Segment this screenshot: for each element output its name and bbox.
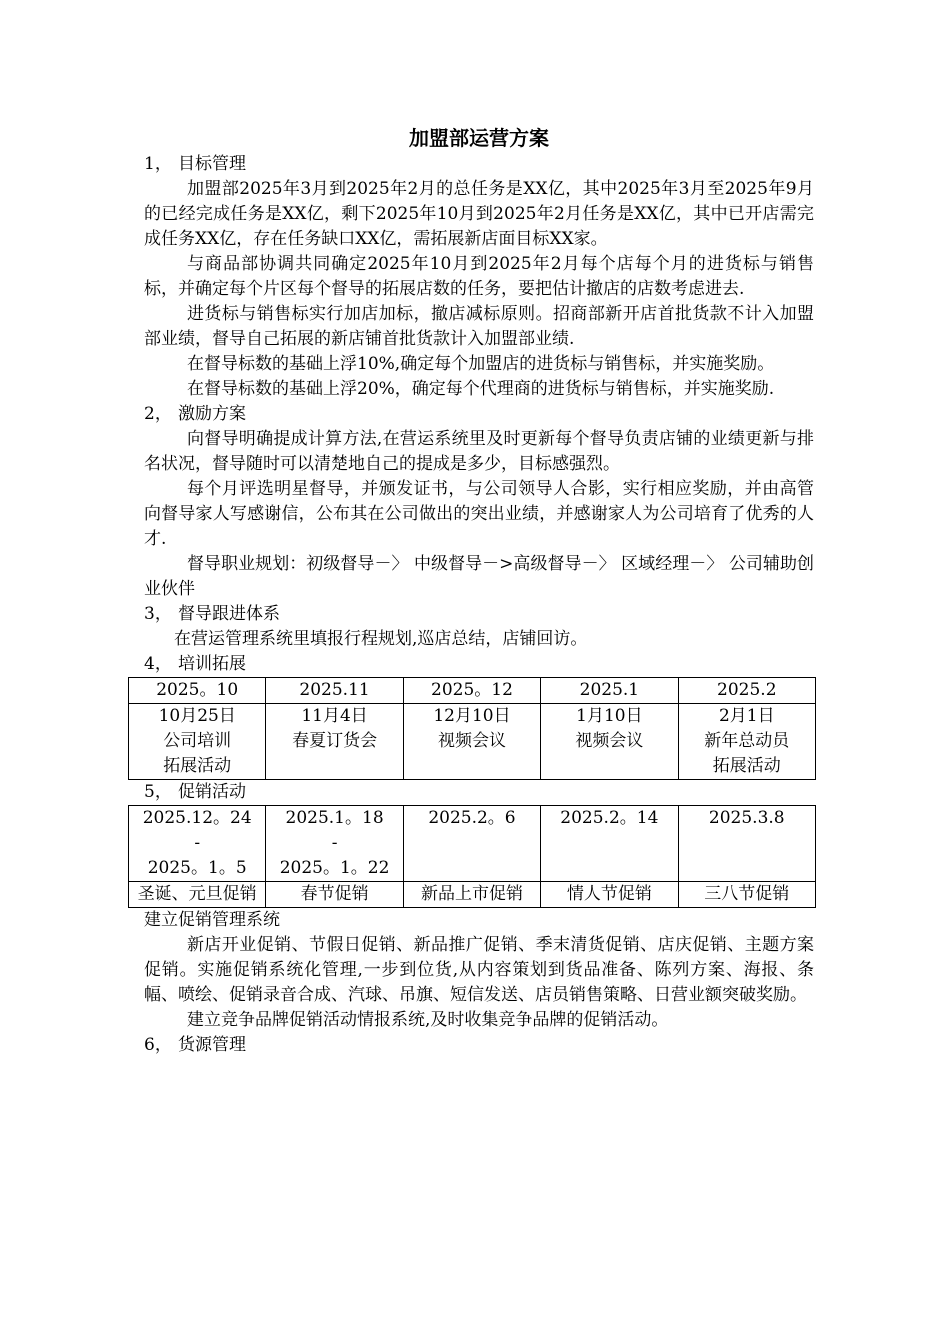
section-number: 5， [144, 782, 172, 802]
table-cell [678, 704, 815, 780]
paragraph: 在督导标数的基础上浮20%，确定每个代理商的进货标与销售标，并实施奖励. [187, 379, 775, 399]
table-cell [678, 806, 815, 882]
section-heading-promotions [144, 780, 814, 805]
cell-line: 2025.2。6 [428, 808, 516, 828]
table-cell [129, 806, 266, 882]
cell-line: 新年总动员 [704, 731, 790, 751]
table-cell [541, 806, 678, 882]
table-cell [403, 704, 540, 780]
section-heading-training [144, 652, 814, 677]
paragraph: 加盟部2025年3月到2025年2月的总任务是XX亿，其中2025年3月至2025年9月的已经完成任务是XX亿，剩下2025年10月到2025年2月任务是XX亿，其中已开店需完成任务XX亿，存在任务缺口XX亿，需拓展新店面目标XX家。 [144, 179, 814, 249]
paragraph: 向督导明确提成计算方法,在营运系统里及时更新每个督导负责店铺的业绩更新与排名状况，督导随时可以清楚地自己的提成是多少，目标感强烈。 [144, 429, 814, 474]
table-row [129, 882, 816, 908]
paragraph: 新店开业促销、节假日促销、新品推广促销、季末清货促销、店庆促销、主题方案促销。实施促销系统化管理,一步到位货,从内容策划到货品准备、陈列方案、海报、条幅、喷绘、促销录音合成、汽球、吊旗、短信发送、店员销售策略、日营业额突破奖励。 [144, 935, 814, 1005]
cell-line: 拓展活动 [163, 756, 232, 776]
table-cell [541, 704, 678, 780]
table-row [129, 704, 816, 780]
paragraph: 督导职业规划：初级督导－〉 中级督导－>高级督导－〉 区域经理－〉 公司辅助创业伙伴 [144, 554, 814, 599]
cell-line: 视频会议 [437, 731, 506, 751]
paragraph: 与商品部协调共同确定2025年10月到2025年2月每个店每个月的进货标与销售标，并确定每个片区每个督导的拓展店数的任务，要把估计撤店的店数考虑进去. [144, 254, 814, 299]
cell-line: 2025.1。18 [285, 808, 384, 828]
cell-line: - [331, 833, 338, 853]
table-cell: 2025.1 [541, 678, 678, 704]
section-number: 6， [144, 1035, 172, 1055]
table-cell [403, 806, 540, 882]
table-cell [266, 704, 403, 780]
cell-line: 2025.12。24 [142, 808, 252, 828]
table-row [129, 806, 816, 882]
table-row [129, 678, 816, 704]
document-title: 加盟部运营方案 [409, 126, 549, 150]
cell-line: 2025。1。22 [279, 858, 390, 878]
table-cell: 三八节促销 [678, 882, 815, 908]
section-heading-supervisor-follow-up [144, 602, 814, 627]
cell-line: 1月10日 [576, 706, 643, 726]
section-heading-supply-management [144, 1033, 814, 1058]
table-cell: 圣诞、元旦促销 [129, 882, 266, 908]
paragraph: 进货标与销售标实行加店加标，撤店减标原则。招商部新开店首批货款不计入加盟部业绩，督导自己拓展的新店铺首批货款计入加盟部业绩. [144, 304, 814, 349]
cell-line: 拓展活动 [712, 756, 781, 776]
section-title: 货源管理 [178, 1035, 246, 1055]
section-title: 目标管理 [178, 154, 246, 174]
paragraph: 建立竞争品牌促销活动情报系统,及时收集竞争品牌的促销活动。 [187, 1010, 669, 1030]
paragraph: 在督导标数的基础上浮10%,确定每个加盟店的进货标与销售标，并实施奖励。 [187, 354, 775, 374]
subsection-heading: 建立促销管理系统 [144, 910, 280, 930]
section-number: 4， [144, 654, 172, 674]
table-cell: 春节促销 [266, 882, 403, 908]
section-number: 2， [144, 404, 172, 424]
table-cell: 新品上市促销 [403, 882, 540, 908]
cell-line: 10月25日 [158, 706, 236, 726]
cell-line: - [194, 833, 201, 853]
section-number: 3， [144, 604, 172, 624]
training-schedule-table [128, 677, 816, 780]
table-cell [129, 704, 266, 780]
table-cell: 2025。10 [129, 678, 266, 704]
table-cell: 情人节促销 [541, 882, 678, 908]
section-title: 促销活动 [178, 782, 246, 802]
cell-line: 2025.3.8 [708, 808, 785, 828]
cell-line: 11月4日 [301, 706, 368, 726]
paragraph: 在营运管理系统里填报行程规划,巡店总结，店铺回访。 [174, 629, 588, 649]
cell-line: 12月10日 [433, 706, 511, 726]
cell-line: 公司培训 [163, 731, 232, 751]
paragraph: 每个月评选明星督导，并颁发证书，与公司领导人合影，实行相应奖励，并由高管向督导家人写感谢信，公布其在公司做出的突出业绩，并感谢家人为公司培育了优秀的人才. [144, 479, 814, 549]
cell-line: 春夏订货会 [292, 731, 378, 751]
section-title: 培训拓展 [178, 654, 246, 674]
cell-line: 2025.2。14 [560, 808, 659, 828]
section-title: 激励方案 [178, 404, 246, 424]
section-number: 1， [144, 154, 172, 174]
section-heading-incentive-plan [144, 402, 814, 427]
cell-line: 2月1日 [718, 706, 775, 726]
table-cell: 2025。12 [403, 678, 540, 704]
table-cell: 2025.11 [266, 678, 403, 704]
section-heading-goal-management [144, 152, 814, 177]
table-cell [266, 806, 403, 882]
cell-line: 视频会议 [575, 731, 644, 751]
document-body [137, 124, 814, 1058]
section-title: 督导跟进体系 [178, 604, 280, 624]
promotion-schedule-table [128, 805, 816, 908]
cell-line: 2025。1。5 [147, 858, 247, 878]
table-cell: 2025.2 [678, 678, 815, 704]
